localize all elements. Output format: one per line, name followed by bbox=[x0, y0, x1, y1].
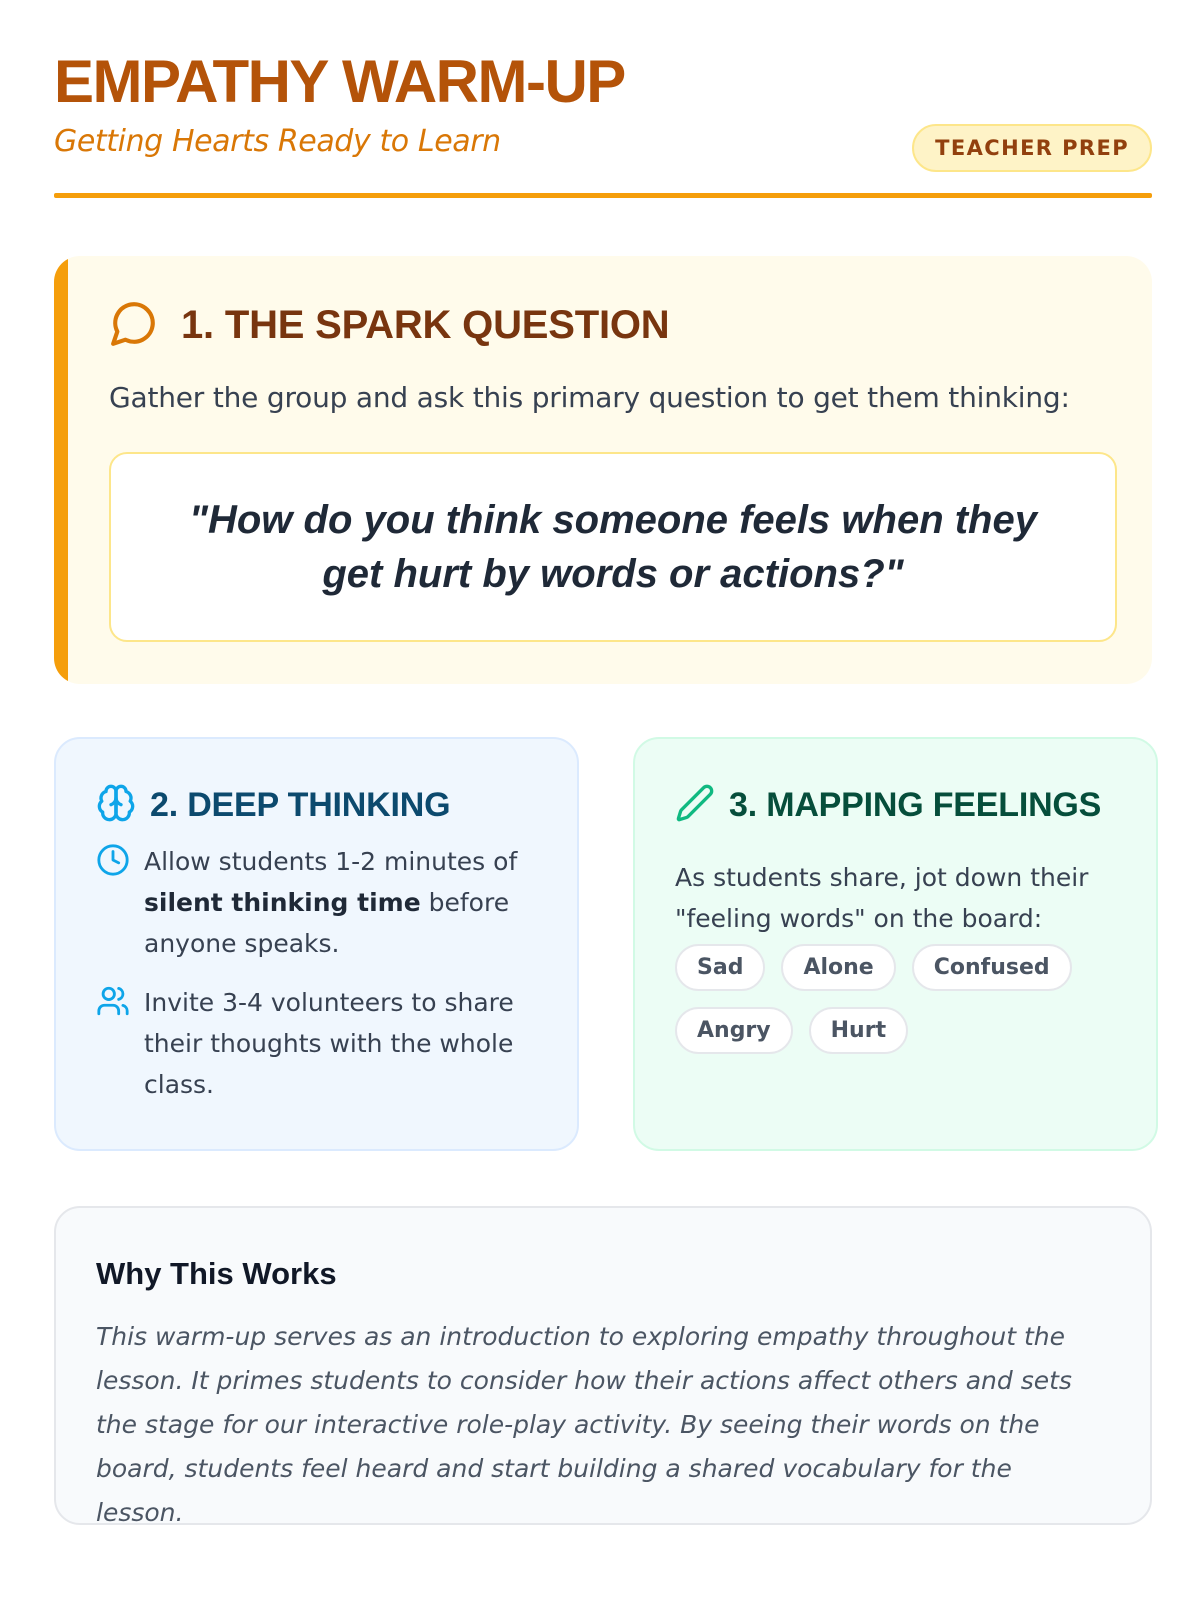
speech-bubble-icon bbox=[109, 298, 159, 352]
users-icon bbox=[96, 982, 130, 1105]
brain-icon bbox=[96, 783, 136, 827]
spark-question-box bbox=[109, 452, 1117, 642]
step-volunteers bbox=[96, 982, 524, 1105]
step-text: Allow students 1-2 minutes of silent thinking time before anyone speaks. bbox=[144, 847, 518, 958]
feeling-chip: Hurt bbox=[809, 1007, 908, 1054]
page-header bbox=[54, 48, 1152, 160]
pen-icon bbox=[675, 783, 715, 827]
spark-header bbox=[109, 298, 669, 352]
feeling-chip: Confused bbox=[912, 944, 1072, 991]
why-heading: Why This Works bbox=[96, 1256, 337, 1291]
mapping-heading: 3. MAPPING FEELINGS bbox=[729, 785, 1102, 824]
feeling-chip: Angry bbox=[675, 1007, 793, 1054]
feeling-words bbox=[675, 944, 1115, 1070]
deep-thinking-heading: 2. DEEP THINKING bbox=[150, 785, 451, 824]
teacher-prep-badge: TEACHER PREP bbox=[912, 124, 1152, 172]
header-divider bbox=[54, 193, 1152, 198]
mapping-intro: As students share, jot down their "feeling words" on the board: bbox=[675, 863, 1089, 933]
feeling-chip: Sad bbox=[675, 944, 765, 991]
deep-thinking-card bbox=[54, 737, 579, 1151]
page-title: EMPATHY WARM-UP bbox=[54, 48, 625, 115]
step-text: Invite 3-4 volunteers to share their thoughts with the whole class. bbox=[144, 988, 514, 1099]
deep-thinking-header bbox=[96, 783, 450, 827]
why-this-works-card bbox=[54, 1206, 1152, 1525]
spark-intro: Gather the group and ask this primary question to get them thinking: bbox=[109, 381, 1070, 414]
emphasis-text: silent thinking time bbox=[144, 888, 421, 917]
step-silent-thinking bbox=[96, 841, 524, 964]
mapping-header bbox=[675, 783, 1101, 827]
accent-bar bbox=[54, 256, 68, 684]
feeling-chip: Alone bbox=[781, 944, 895, 991]
why-body: This warm-up serves as an introduction to exploring empathy throughout the lesson. It primes students to consider how their actions affect others and sets the stage for our interactive role-play activity. By seeing their words on the board, students feel heard and start building a shared vocabulary for the lesson. bbox=[96, 1322, 1072, 1527]
spark-question: "How do you think someone feels when they get hurt by words or actions?" bbox=[189, 498, 1037, 596]
mapping-feelings-card bbox=[633, 737, 1158, 1151]
spark-heading: 1. THE SPARK QUESTION bbox=[181, 302, 670, 347]
spark-question-card bbox=[54, 256, 1152, 684]
page-subtitle: Getting Hearts Ready to Learn bbox=[54, 124, 501, 159]
clock-icon bbox=[96, 841, 130, 964]
